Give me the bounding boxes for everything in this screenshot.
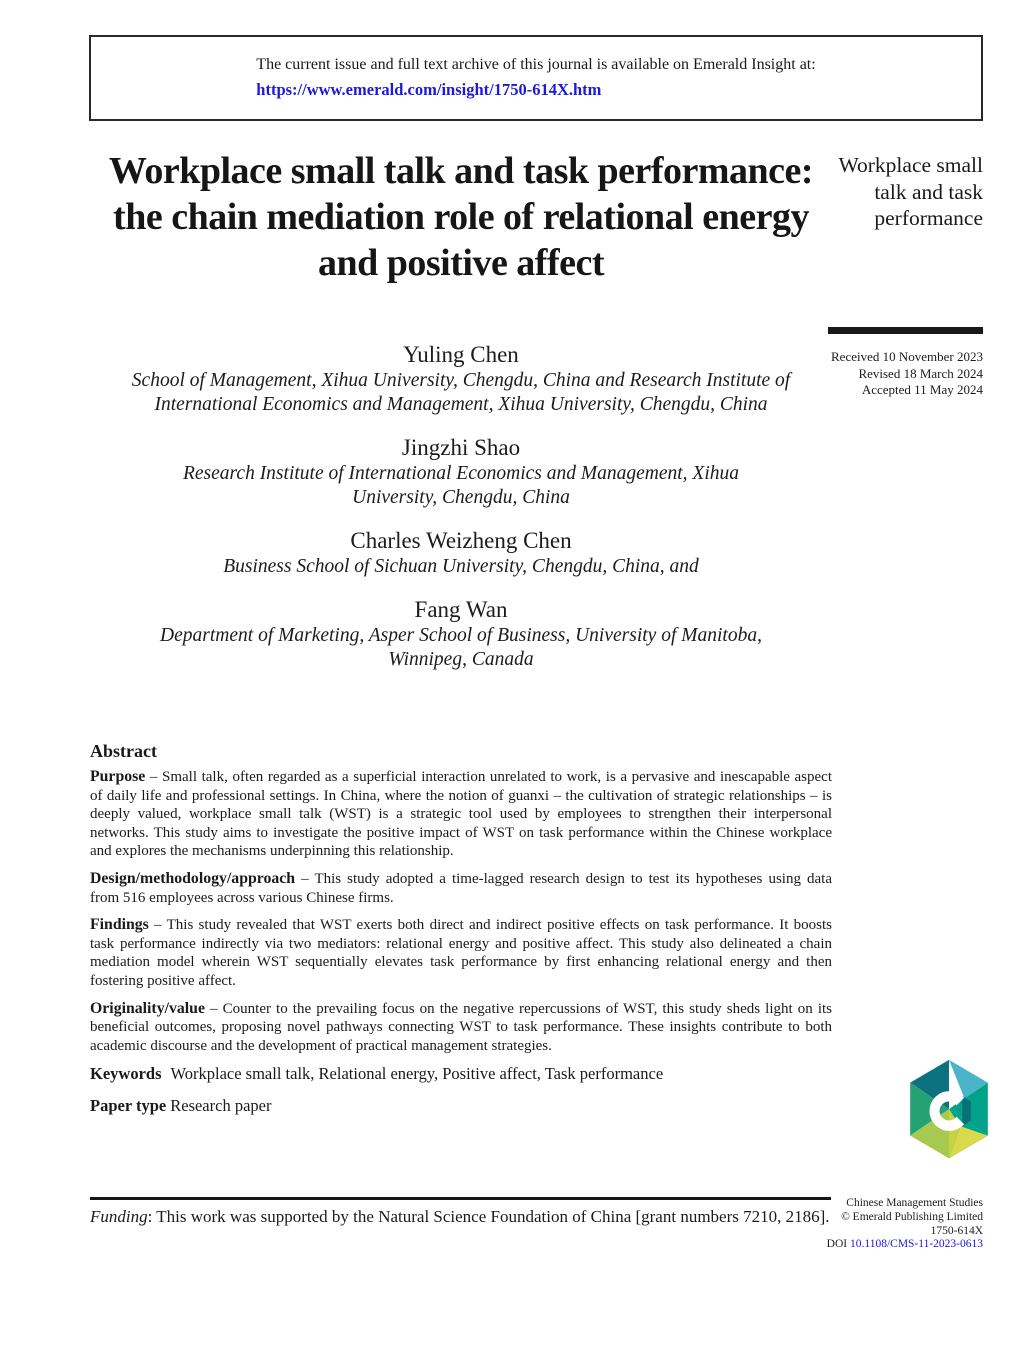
sidebar-divider [828, 327, 983, 334]
author-affiliation: School of Management, Xihua University, Chengdu, China and Research Institute of International Economics and Management, Xihua University, Chengdu, China [131, 370, 791, 415]
article-title: Workplace small talk and task performance: the chain mediation role of relational energy and positive affect [108, 150, 814, 284]
author-entry [90, 596, 832, 672]
running-title: Workplace small talk and task performance [838, 153, 983, 230]
abstract-design [90, 870, 832, 907]
archive-notice-text: The current issue and full text archive of this journal is available on Emerald Insight at: [256, 56, 816, 73]
author-entry [90, 527, 832, 579]
author-entry [90, 341, 832, 417]
abstract-section [90, 740, 832, 1128]
keywords-line [90, 1064, 832, 1084]
design-text: – This study adopted a time-lagged research design to test its hypotheses using data from 516 employees across various Chinese firms. [90, 870, 832, 906]
author-name: Fang Wan [414, 597, 508, 622]
author-affiliation: Department of Marketing, Asper School of Business, University of Manitoba, Winnipeg, Canada [160, 625, 762, 670]
author-name: Yuling Chen [403, 342, 519, 367]
author-name: Jingzhi Shao [401, 435, 521, 460]
archive-notice-box [89, 35, 983, 121]
findings-text: – This study revealed that WST exerts both direct and indirect positive effects on task performance. It boosts task performance indirectly via two mediators: relational energy and positive affect. This study also delineated a chain mediation model wherein WST sequentially elevates task performance by first enhancing relational energy and then fostering positive affect. [90, 917, 833, 989]
keywords-list: Workplace small talk, Relational energy, Positive affect, Task performance [170, 1064, 664, 1084]
keywords-label: Keywords [90, 1064, 162, 1084]
publisher-line: © Emerald Publishing Limited [841, 1210, 983, 1223]
author-name: Charles Weizheng Chen [350, 528, 572, 553]
abstract-originality [90, 1000, 832, 1056]
paper-type-line [90, 1096, 832, 1116]
doi-link[interactable]: 10.1108/CMS-11-2023-0613 [850, 1238, 983, 1251]
author-affiliation: Research Institute of International Economics and Management, Xihua University, Chengdu, China [182, 463, 739, 508]
emerald-journal-logo [901, 1058, 997, 1164]
abstract-heading: Abstract [90, 741, 157, 761]
journal-archive-link[interactable]: https://www.emerald.com/insight/1750-614X.htm [256, 80, 602, 99]
funding-label: Funding [90, 1207, 148, 1226]
article-history [813, 349, 983, 399]
design-label: Design/methodology/approach [90, 869, 296, 887]
journal-colophon [763, 1197, 983, 1252]
purpose-text: – Small talk, often regarded as a superficial interaction unrelated to work, is a pervasive and inescapable aspect of daily life and professional settings. In China, where the notion of guanxi – the cultivation of strategic relationships – is deeply valued, workplace small talk (WST) is a strategic tool used by employees to strengthen their interpersonal networks. This study aims to investigate the positive impact of WST on task performance within the Chinese workplace and explores the mechanisms underpinning this relationship. [90, 769, 833, 860]
accepted-date: Accepted 11 May 2024 [861, 382, 983, 397]
author-entry [90, 434, 832, 510]
doi-label: DOI [826, 1238, 848, 1251]
footnote-divider [90, 1197, 831, 1200]
author-affiliation: Business School of Sichuan University, Chengdu, China, and [223, 556, 699, 577]
purpose-label: Purpose [90, 768, 146, 785]
issn: 1750-614X [930, 1224, 983, 1237]
paper-type-value: Research paper [170, 1096, 272, 1116]
abstract-findings [90, 916, 832, 990]
originality-text: – Counter to the prevailing focus on the negative repercussions of WST, this study sheds light on its beneficial outcomes, proposing novel pathways connecting WST to task performance. These insights contribute to both academic discourse and the development of practical management strategies. [90, 1000, 833, 1054]
doi-line [763, 1238, 983, 1252]
journal-name: Chinese Management Studies [846, 1197, 983, 1209]
revised-date: Revised 18 March 2024 [858, 365, 983, 381]
originality-label: Originality/value [90, 999, 205, 1017]
funding-text: : This work was supported by the Natural Science Foundation of China [grant numbers 7210, 2186]. [147, 1207, 830, 1226]
funding-note [90, 1206, 835, 1229]
received-date: Received 10 November 2023 [831, 349, 983, 364]
authors-block [90, 341, 832, 689]
findings-label: Findings [90, 916, 149, 934]
abstract-purpose [90, 768, 832, 861]
paper-type-label: Paper type [90, 1096, 167, 1116]
